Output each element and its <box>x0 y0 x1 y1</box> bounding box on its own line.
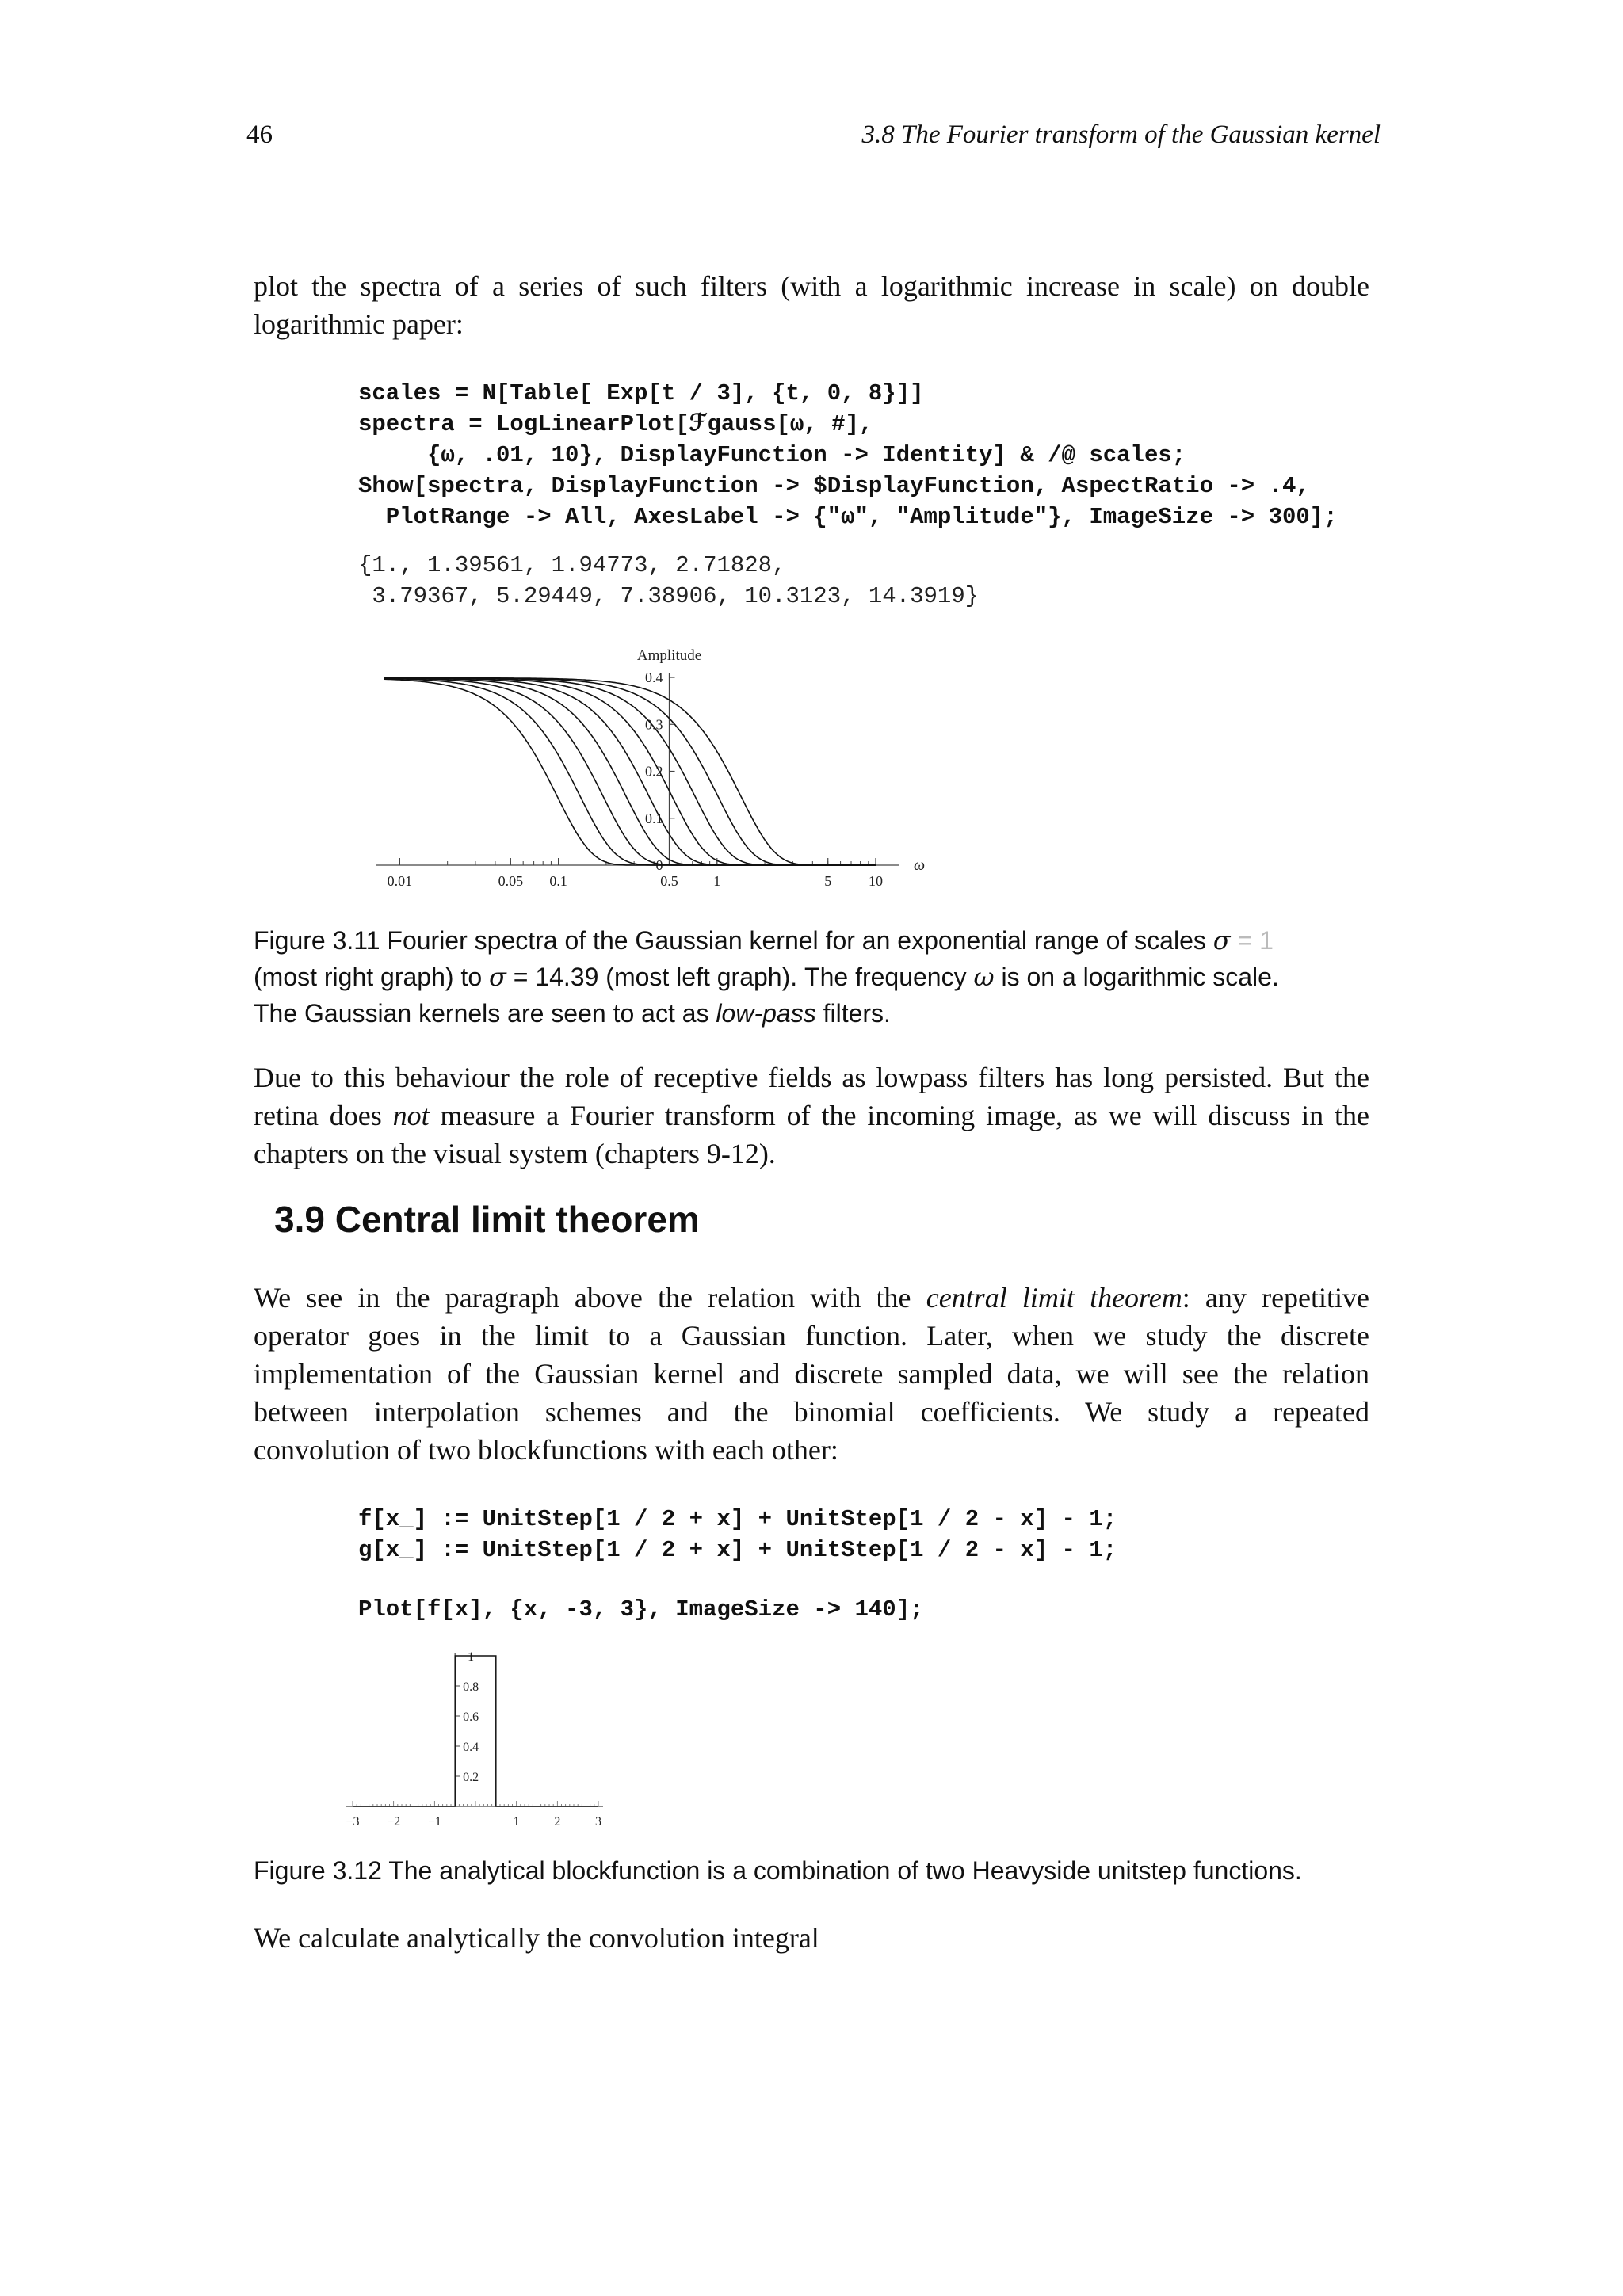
running-header: 3.8 The Fourier transform of the Gaussian kernel <box>861 120 1381 149</box>
text-line: convolution of two blockfunctions with each other: <box>254 1434 838 1466</box>
text-emphasis: central limit theorem <box>926 1282 1182 1314</box>
caption-text: filters. <box>815 999 891 1028</box>
output-line: 3.79367, 5.29449, 7.38906, 10.3123, 14.3919} <box>358 583 980 609</box>
code-line: Plot[f[x], {x, -3, 3}, ImageSize -> 140]; <box>358 1596 924 1623</box>
x-tick-label: 0.01 <box>387 873 413 889</box>
spectrum-curve <box>384 678 876 865</box>
code-output-scales <box>358 550 979 612</box>
x-tick-label: 0.05 <box>498 873 524 889</box>
text-line: logarithmic paper: <box>254 308 464 340</box>
y-tick-label: 0.4 <box>645 669 663 685</box>
x-tick-label: 0.1 <box>549 873 567 889</box>
caption-text: (most right graph) to <box>254 963 489 991</box>
caption-line <box>254 995 1371 1032</box>
code-block-spectra <box>358 378 1338 532</box>
y-tick-label: 0.1 <box>645 810 663 826</box>
y-tick-label: 0.8 <box>463 1680 479 1694</box>
caption-line: Figure 3.12 The analytical blockfunction is a combination of two Heavyside unitstep functions. <box>254 1856 1302 1885</box>
x-tick-label: −2 <box>387 1815 401 1829</box>
x-tick-label: 3 <box>595 1815 601 1829</box>
spectrum-curve <box>384 678 876 865</box>
x-tick-label: 10 <box>869 873 883 889</box>
caption-text: The Gaussian kernels are seen to act as <box>254 999 716 1028</box>
section-title: 3.9 Central limit theorem <box>274 1199 700 1240</box>
text-line: operator goes in the limit to a Gaussian function. Later, when we study the discrete <box>254 1320 1369 1352</box>
code-line: scales = N[Table[ Exp[t / 3], {t, 0, 8}]] <box>358 380 924 406</box>
code-line: spectra = LogLinearPlot[ℱgauss[ω, #], <box>358 411 873 437</box>
text-line: implementation of the Gaussian kernel and discrete sampled data, we will see the relation <box>254 1358 1369 1390</box>
code-line: f[x_] := UnitStep[1 / 2 + x] + UnitStep[1 / 2 - x] - 1; <box>358 1506 1117 1532</box>
caption-line <box>254 959 1371 995</box>
text-run: We see in the paragraph above the relation with the <box>254 1282 926 1314</box>
y-tick-label: 0.4 <box>463 1741 479 1754</box>
code-line: PlotRange -> All, AxesLabel -> {"ω", "Amplitude"}, ImageSize -> 300]; <box>358 504 1338 530</box>
caption-text: Figure 3.11 Fourier spectra of the Gaussian kernel for an exponential range of scales <box>254 926 1213 955</box>
fourier-spectra-chart <box>349 634 935 903</box>
code-line: {ω, .01, 10}, DisplayFunction -> Identity] & /@ scales; <box>358 442 1186 468</box>
x-tick-label: 1 <box>713 873 721 889</box>
y-tick-label: 0.3 <box>645 716 663 733</box>
text-line <box>254 1279 1369 1317</box>
text-line: We calculate analytically the convolution integral <box>254 1922 819 1954</box>
spectrum-curve <box>384 678 876 865</box>
text-run: retina does <box>254 1100 393 1131</box>
page-number: 46 <box>246 120 273 149</box>
lowpass-paragraph <box>254 1058 1369 1173</box>
y-tick-label: 0.2 <box>645 763 663 780</box>
spectrum-curve <box>384 679 876 865</box>
x-tick-label: 1 <box>513 1815 520 1829</box>
text-line: plot the spectra of a series of such filters (with a logarithmic increase in scale) on double <box>254 270 1369 302</box>
spectrum-curve <box>384 678 876 865</box>
figure-3-11-caption <box>254 922 1371 1032</box>
x-tick-label: −1 <box>427 1815 441 1829</box>
caption-line <box>254 922 1371 959</box>
spectrum-curve <box>384 678 876 865</box>
caption-text: = 14.39 (most left graph). The frequency <box>506 963 974 991</box>
central-limit-paragraph <box>254 1279 1369 1469</box>
spectrum-curve <box>384 678 876 865</box>
code-line-plot <box>358 1594 924 1625</box>
sigma-symbol: σ <box>1212 925 1231 955</box>
text-run: measure a Fourier transform of the incoming image, as we will discuss in the <box>429 1100 1369 1131</box>
x-axis-label: ω <box>914 856 926 874</box>
caption-emphasis: low-pass <box>716 999 816 1028</box>
text-line <box>254 1097 1369 1135</box>
y-tick-label: 0.6 <box>463 1711 479 1724</box>
x-tick-label: −3 <box>346 1815 360 1829</box>
code-line: g[x_] := UnitStep[1 / 2 + x] + UnitStep[1 / 2 - x] - 1; <box>358 1537 1117 1563</box>
text-line: Due to this behaviour the role of receptive fields as lowpass filters has long persisted. But the <box>254 1062 1369 1093</box>
y-axis-label: Amplitude <box>636 647 702 664</box>
code-line: Show[spectra, DisplayFunction -> $DisplayFunction, AspectRatio -> .4, <box>358 473 1310 499</box>
y-tick-label: 0 <box>655 857 663 873</box>
caption-text: = 1 <box>1230 926 1274 955</box>
figure-3-12-caption <box>254 1852 1371 1889</box>
intro-paragraph <box>254 267 1369 343</box>
y-tick-label: 0.2 <box>463 1771 479 1784</box>
omega-symbol: ω <box>973 962 995 992</box>
sigma-symbol: σ <box>489 962 506 992</box>
text-emphasis: not <box>392 1100 430 1131</box>
text-line: between interpolation schemes and the binomial coefficients. We study a repeated <box>254 1396 1369 1428</box>
caption-text: is on a logarithmic scale. <box>994 963 1279 991</box>
code-block-blockfunction <box>358 1504 1117 1566</box>
x-tick-label: 5 <box>824 873 832 889</box>
x-tick-label: 0.5 <box>660 873 678 889</box>
convolution-paragraph <box>254 1919 1369 1957</box>
spectrum-curve <box>384 678 876 865</box>
blockfunction-chart <box>341 1640 610 1838</box>
text-line: chapters on the visual system (chapters 9-12). <box>254 1138 776 1169</box>
spectrum-curve <box>384 678 876 865</box>
output-line: {1., 1.39561, 1.94773, 2.71828, <box>358 552 786 578</box>
x-tick-label: 2 <box>554 1815 561 1829</box>
y-tick-label: 1 <box>468 1650 475 1664</box>
text-run: : any repetitive <box>1182 1282 1370 1314</box>
